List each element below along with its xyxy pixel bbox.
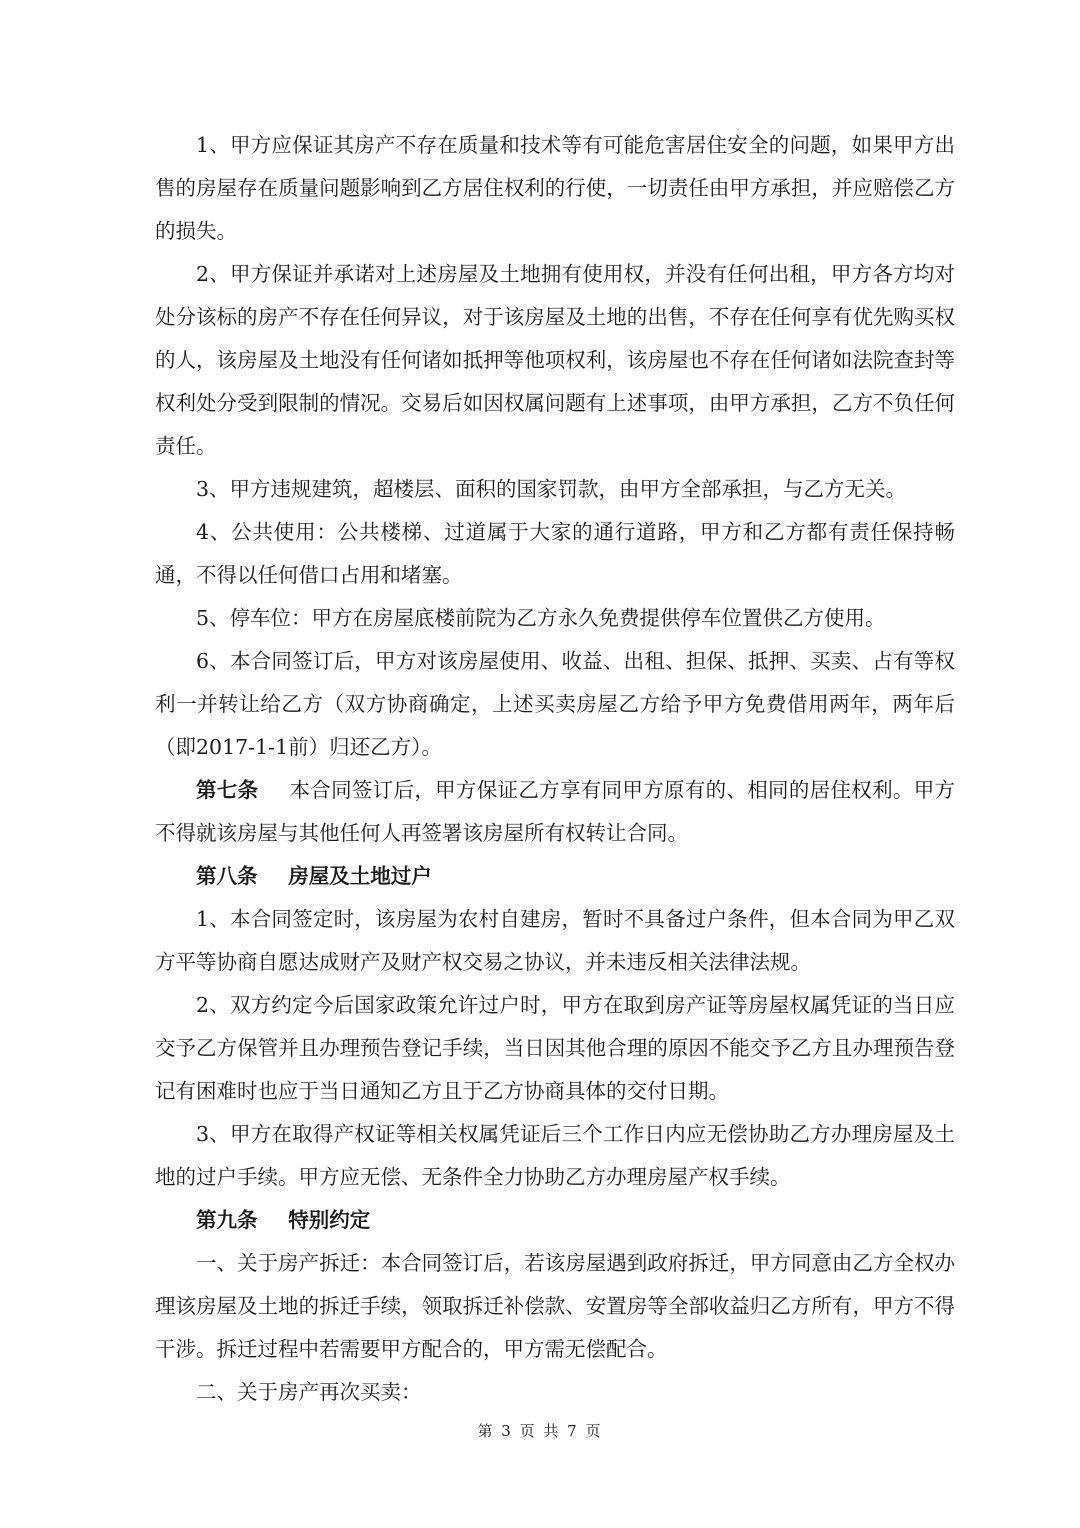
- article-8-item: 2、双方约定今后国家政策允许过户时，甲方在取到房产证等房屋权属凭证的当日应交予乙方保管并且办理预告登记手续，当日因其他合理的原因不能交予乙方且办理预告登记有困难时也应于当日通知乙方且于乙方协商具体的交付日期。: [155, 993, 955, 1103]
- article-8-heading: [155, 855, 955, 898]
- article-9-heading: [155, 1199, 955, 1242]
- page-number-footer: 第 3 页 共 7 页: [477, 1422, 603, 1440]
- clause-paragraph: 4、公共使用：公共楼梯、过道属于大家的通行道路，甲方和乙方都有责任保持畅通，不得以任何借口占用和堵塞。: [155, 520, 955, 587]
- clause-paragraph: 5、停车位：甲方在房屋底楼前院为乙方永久免费提供停车位置供乙方使用。: [196, 606, 886, 630]
- document-body: [155, 124, 955, 1414]
- article-8-label: 第八条: [196, 864, 258, 888]
- article-9-item: 二、关于房产再次买卖：: [196, 1380, 422, 1404]
- article-9-label: 第九条: [196, 1208, 258, 1232]
- clause-paragraph: 3、甲方违规建筑，超楼层、面积的国家罚款，由甲方全部承担，与乙方无关。: [196, 477, 907, 501]
- article-9-item: 一、关于房产拆迁：本合同签订后，若该房屋遇到政府拆迁，甲方同意由乙方全权办理该房屋及土地的拆迁手续，领取拆迁补偿款、安置房等全部收益归乙方所有，甲方不得干涉。拆迁过程中若需要甲方配合的，甲方需无偿配合。: [155, 1251, 955, 1361]
- article-7-paragraph: [155, 769, 955, 855]
- clause-paragraph: 6、本合同签订后，甲方对该房屋使用、收益、出租、担保、抵押、买卖、占有等权利一并转让给乙方（双方协商确定，上述买卖房屋乙方给予甲方免费借用两年，两年后（即2017-1-1前）归还乙方）。: [155, 649, 955, 759]
- article-7-text: 本合同签订后，甲方保证乙方享有同甲方原有的、相同的居住权利。甲方不得就该房屋与其他任何人再签署该房屋所有权转让合同。: [155, 778, 955, 845]
- clause-paragraph: 2、甲方保证并承诺对上述房屋及土地拥有使用权，并没有任何出租，甲方各方均对处分该标的房产不存在任何异议，对于该房屋及土地的出售，不存在任何享有优先购买权的人，该房屋及土地没有任何诸如抵押等他项权利，该房屋也不存在任何诸如法院查封等权利处分受到限制的情况。交易后如因权属问题有上述事项，由甲方承担，乙方不负任何责任。: [155, 262, 955, 458]
- clause-paragraph: 1、甲方应保证其房产不存在质量和技术等有可能危害居住安全的问题，如果甲方出售的房屋存在质量问题影响到乙方居住权利的行使，一切责任由甲方承担，并应赔偿乙方的损失。: [155, 133, 955, 243]
- article-7-label: 第七条: [196, 778, 259, 802]
- article-8-item: 1、本合同签定时，该房屋为农村自建房，暂时不具备过户条件，但本合同为甲乙双方平等协商自愿达成财产及财产权交易之协议，并未违反相关法律法规。: [155, 907, 955, 974]
- article-9-title: 特别约定: [288, 1208, 371, 1232]
- article-8-title: 房屋及土地过户: [288, 864, 432, 888]
- article-8-item: 3、甲方在取得产权证等相关权属凭证后三个工作日内应无偿协助乙方办理房屋及土地的过户手续。甲方应无偿、无条件全力协助乙方办理房屋产权手续。: [155, 1122, 955, 1189]
